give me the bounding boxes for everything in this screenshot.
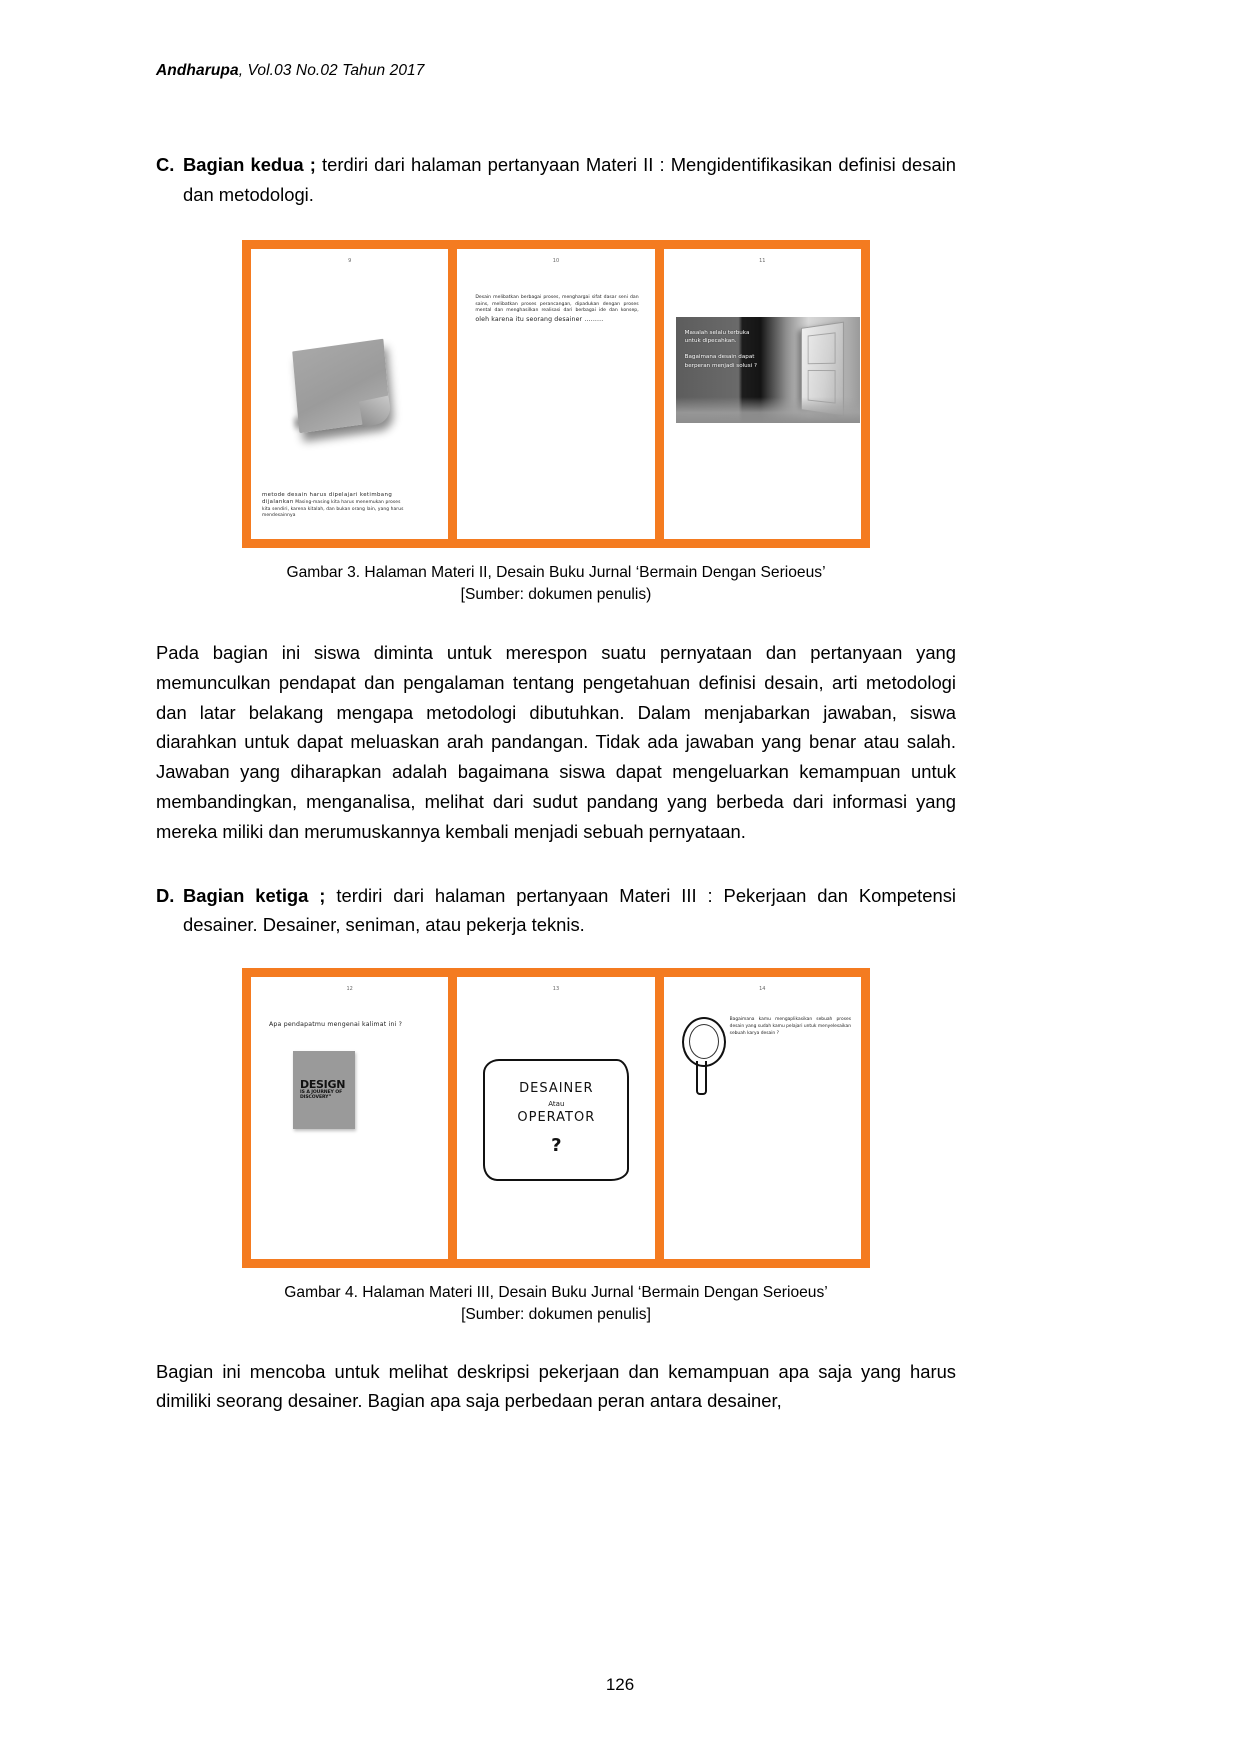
figure-3-panel-1 xyxy=(251,249,448,539)
note-line-2: Masing-masing kita harus menemukan proses kita sendiri, karena kitalah, dan bukan orang lain, yang harus mendesainnya xyxy=(262,500,404,518)
hand-box-line-4: ? xyxy=(551,1135,562,1157)
page-content xyxy=(156,150,956,1416)
figure-3-caption xyxy=(156,562,956,606)
footer-page-number: 126 xyxy=(605,1675,635,1694)
journal-issue: , Vol.03 No.02 Tahun 2017 xyxy=(238,62,425,79)
paragraph-big-text: oleh karena itu seorang desainer ......... xyxy=(475,316,604,324)
door-text-line-1: Masalah selalu terbuka untuk dipecahkan. xyxy=(684,329,750,345)
design-card-title: DESIGN xyxy=(300,1078,346,1092)
paragraph-1: Pada bagian ini siswa diminta untuk merespon suatu pernyataan dan pertanyaan yang memunculkan pendapat dan pengalaman tentang pengetahuan definisi desain, arti metodologi dan latar belakang mengapa metodologi dibutuhkan. Dalam menjabarkan jawaban, siswa diarahkan untuk dapat meluaskan arah pandangan. Tidak ada jawaban yang benar atau salah. Jawaban yang diharapkan adalah bagaimana siswa dapat mengeluarkan kemampuan untuk membandingkan, menganalisa, melihat dari sudut pandang yang berbeda dari informasi yang mereka miliki dan merumuskannya kembali menjadi sebuah pernyataan. xyxy=(156,641,956,842)
figure-4-frame xyxy=(242,968,870,1268)
panel-2-paragraph xyxy=(475,295,638,326)
section-c-body xyxy=(183,150,956,210)
figure-4 xyxy=(156,968,956,1326)
note-line-1: metode desain harus dipelajari ketimbang dijalankan xyxy=(262,492,393,506)
magnifier-handle xyxy=(696,1061,707,1095)
panel-page-number: 11 xyxy=(759,257,766,264)
panel-question-text: Apa pendapatmu mengenai kalimat ini ? xyxy=(269,1021,403,1029)
panel-page-number: 12 xyxy=(346,986,353,993)
section-c xyxy=(156,150,956,210)
figure-4-caption-line-2: [Sumber: dokumen penulis] xyxy=(461,1306,651,1324)
magnifying-glass-icon xyxy=(680,1017,724,1093)
panel-page-number: 10 xyxy=(552,257,560,264)
figure-3-frame xyxy=(242,240,870,548)
door-text-spacer xyxy=(685,346,761,353)
paragraph-2: Bagian ini mencoba untuk melihat deskripsi pekerjaan dan kemampuan apa saja yang harus dimiliki seorang desainer. Bagian apa saja perbedaan peran antara desainer, xyxy=(156,1360,956,1412)
floor-gradient xyxy=(676,397,860,423)
figure-4-panel-3 xyxy=(664,977,861,1259)
panel-page-number: 9 xyxy=(348,257,352,264)
section-d-lead: Bagian ketiga ; xyxy=(183,884,326,906)
running-head xyxy=(156,62,425,80)
panel-3-handwritten-text: Bagaimana kamu mengaplikasikan sebuah proses desain yang sudah kamu pelajari untuk menyelesaikan sebuah karya desain ? xyxy=(729,1017,851,1036)
paragraph-small-text: Desain melibatkan berbagai proses, menghargai sifat dasar seni dan sains, melibatkan proses perancangan, dipadukan dengan proses mental dan menghasilkan realisasi dari berbagai ide dan konsep, xyxy=(475,294,639,314)
design-poster-card xyxy=(293,1051,355,1129)
hand-box-text xyxy=(485,1081,627,1156)
door-text-line-2: Bagaimana desain dapat berperan menjadi solusi ? xyxy=(684,353,757,369)
section-d xyxy=(156,881,956,941)
journal-title: Andharupa xyxy=(156,62,239,79)
figure-3-panel-3 xyxy=(664,249,861,539)
hand-box-line-1: DESAINER xyxy=(519,1081,594,1097)
figure-4-panel-2 xyxy=(457,977,654,1259)
section-c-marker: C. xyxy=(156,154,175,175)
figure-3-caption-line-2: [Sumber: dokumen penulis) xyxy=(460,585,652,603)
figure-4-caption-line-1: Gambar 4. Halaman Materi III, Desain Buku Jurnal ‘Bermain Dengan Serioeus’ xyxy=(284,1284,828,1302)
figure-4-caption xyxy=(156,1282,956,1326)
panel-page-number: 13 xyxy=(552,986,560,993)
door-photo-overlay-text xyxy=(685,329,761,371)
hand-box-line-3: OPERATOR xyxy=(517,1110,596,1126)
open-door-photo xyxy=(676,317,860,423)
sticky-note xyxy=(292,338,390,433)
hand-box-line-2: Atau xyxy=(548,1100,565,1109)
magnifier-lens xyxy=(682,1017,726,1067)
panel-1-handwritten-note xyxy=(262,492,410,518)
figure-3-caption-line-1: Gambar 3. Halaman Materi II, Desain Buku Jurnal ‘Bermain Dengan Serioeus’ xyxy=(286,563,826,581)
design-card-text xyxy=(300,1079,355,1101)
section-c-lead: Bagian kedua ; xyxy=(183,154,316,175)
sticky-note-graphic xyxy=(287,345,403,449)
panel-page-number: 14 xyxy=(759,986,766,993)
hand-drawn-box xyxy=(483,1059,629,1181)
section-c-text: terdiri dari halaman pertanyaan Materi II : Mengidentifikasikan definisi desain dan metodologi. xyxy=(183,154,956,205)
section-d-marker: D. xyxy=(156,884,175,906)
figure-4-panel-1 xyxy=(251,977,448,1259)
section-d-body xyxy=(183,881,956,941)
figure-3 xyxy=(156,240,956,606)
design-card-subtitle: IS A JOURNEY OF DISCOVERY” xyxy=(300,1090,343,1101)
figure-3-panel-2 xyxy=(457,249,654,539)
section-d-text: terdiri dari halaman pertanyaan Materi III : Pekerjaan dan Kompetensi desainer. Desainer, seniman, atau pekerja teknis. xyxy=(183,884,956,936)
